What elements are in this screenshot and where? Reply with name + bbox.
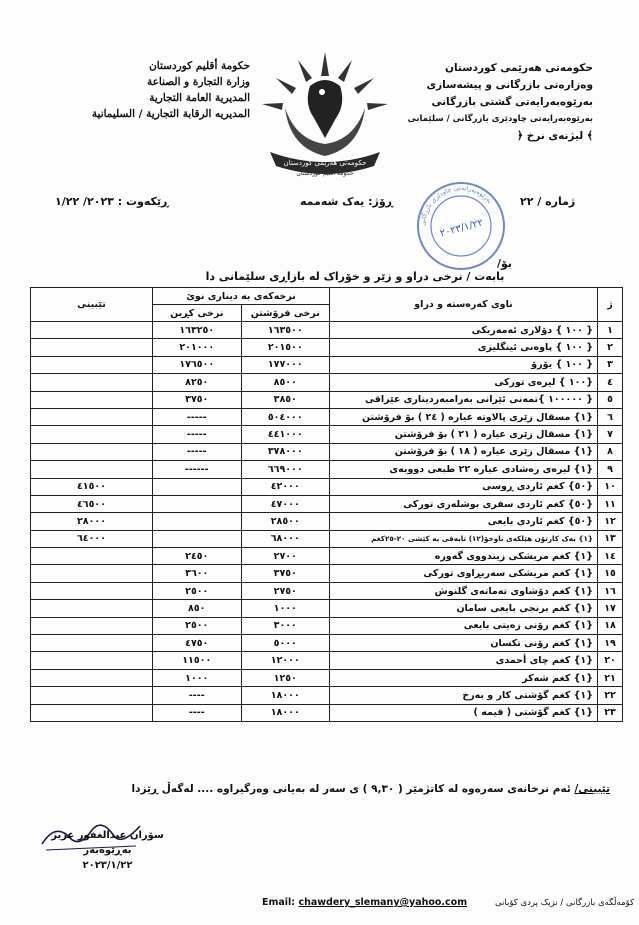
row-sell-price: ٤٧٠٠٠ [241,495,330,512]
row-sell-price: ٤٤١٠٠٠ [241,426,330,443]
row-buy-price [153,530,242,547]
day-value: یەک شەممە [300,195,365,208]
table-row [31,391,623,408]
table-row [31,339,623,356]
row-note: ٢٨٠٠٠ [31,513,153,530]
row-buy-price: ٢٠١٠٠٠ [153,339,242,356]
price-table [30,287,623,722]
row-number: ١٩ [598,635,623,652]
row-note [31,322,153,339]
document-number: ژمارە / ٢٢ [520,195,576,208]
signature-date: ٢٠٢٣/١/٢٢ [82,860,133,871]
row-number: ٢٠ [598,652,623,669]
row-buy-price: ٣٧٥٠ [153,391,242,408]
row-item-name: {١} مسقال زێری عیارە ( ٢١ ) بۆ فرۆشتن [330,426,598,443]
header-kurdish-line3: بەرێوەبەرایەتی گشتی بازرگانی [431,96,593,108]
row-number: ٤ [598,374,623,391]
row-note [31,652,153,669]
table-row [31,704,623,721]
row-sell-price: ٢٧٠٠ [241,548,330,565]
table-row [31,687,623,704]
table-row [31,426,623,443]
row-note: ٦٤٠٠٠ [31,530,153,547]
row-item-name: {١} کغم دۆشاوی تەماتەی گلنوش [330,582,598,599]
header-kurdish-line2: وەزارەتی بازرگانی و پیشەسازی [426,79,593,91]
row-item-name: {١} کغم چای أحمدی [330,652,598,669]
table-row [31,513,623,530]
header-arabic-line3: المديرية العامة التجارية [149,92,250,104]
row-sell-price: ٥٠٠٠ [241,635,330,652]
row-number: ٥ [598,391,623,408]
table-row [31,582,623,599]
row-number: ١٤ [598,548,623,565]
header-sell: نرخی فرۆشتن [241,305,330,322]
date-value: ٢٠٢٣/ ١/٢٢ [55,195,114,208]
table-row [31,617,623,634]
row-sell-price: ١٦٣٥٠٠ [241,322,330,339]
stamp-date: ٢٠٢٣/١/٢٢ [438,217,485,240]
header-kurdish-line1: حکومەتی هەرێمی کوردستان [445,62,593,74]
recipient-label: بۆ/ [497,257,513,270]
row-buy-price: ----- [153,443,242,460]
row-note [31,669,153,686]
table-row [31,565,623,582]
row-buy-price: ----- [153,408,242,425]
row-number: ١٥ [598,565,623,582]
row-number: ٢١ [598,669,623,686]
row-item-name: {١٠٠ } لیرەی تورکی [330,374,598,391]
emblem-caption-top: حکومەتی هەرێمی کوردستان [283,159,367,167]
row-number: ٣ [598,356,623,373]
row-sell-price: ٦٦٩٠٠٠ [241,461,330,478]
row-sell-price: ١٧٧٠٠٠ [241,356,330,373]
row-note [31,461,153,478]
row-number: ١٦ [598,582,623,599]
row-buy-price: ----- [153,426,242,443]
row-number: ٢ [598,339,623,356]
document-date [55,195,169,208]
row-item-name: {١} مسقال زێری پالاوتە عیارە ( ٢٤ ) بۆ فرۆشتن [330,408,598,425]
row-item-name: {١} لیرەی رەشادی عیارە ٢٢ طبعی دووبەی [330,461,598,478]
office-stamp-icon [415,180,507,272]
row-buy-price: ٢٥٠٠ [153,617,242,634]
row-sell-price: ٦٨٠٠٠ [241,530,330,547]
header-name: ناوی کەرەستە و دراو [330,288,598,322]
day-label: ڕۆژ: [368,195,394,208]
table-row [31,530,623,547]
row-note [31,443,153,460]
row-buy-price: ---- [153,704,242,721]
row-buy-price [153,495,242,512]
row-buy-price: ١٦٣٢٥٠ [153,322,242,339]
row-buy-price: ٢٤٥٠ [153,548,242,565]
row-buy-price: ---- [153,687,242,704]
row-number: ٢٣ [598,704,623,721]
row-item-name: {١} کغم گۆشتی ( قیمە ) [330,704,598,721]
row-sell-price: ٢٧٥٠ [241,582,330,599]
row-sell-price: ٣٠٠٠ [241,617,330,634]
row-note [31,408,153,425]
row-item-name: {١} مسقال زێری عیارە ( ١٨ ) بۆ فرۆشتن [330,443,598,460]
row-buy-price: ١٧٦٥٠٠ [153,356,242,373]
row-note: ٤٦٥٠٠ [31,495,153,512]
table-row [31,635,623,652]
row-item-name: {١} کغم شەکر [330,669,598,686]
header-arabic-line1: حکومة أقليم كوردستان [149,60,250,72]
row-note [31,565,153,582]
row-number: ٦ [598,408,623,425]
row-note: ٤١٥٠٠ [31,478,153,495]
row-item-name: { ١٠٠ } یۆرۆ [330,356,598,373]
stamp-ring-text: بەرێوەبەرایەتی چاودێری بازرگانی [418,183,494,227]
row-note [31,635,153,652]
row-buy-price: ٣٦٠٠ [153,565,242,582]
row-number: ١٧ [598,600,623,617]
row-sell-price: ١٨٠٠٠ [241,687,330,704]
table-row [31,461,623,478]
document-day [300,195,393,208]
signature-block [50,828,165,873]
row-buy-price: ٢٥٠٠ [153,582,242,599]
footer-address: کۆمەڵگەی بازرگانی / نزیک پردی کۆبانی [494,898,634,908]
date-label: ڕێکەوت : [117,195,169,208]
row-buy-price: ٤٧٥٠ [153,635,242,652]
footnote-text: ئەم نرخانەی سەرەوە لە کاتژمێر ( ٩,٣٠ ) ی سەر لە بەیانی وەرگیراوە .... لەگەڵ ڕێزدا [131,783,575,795]
header-arabic [50,58,250,122]
header-kurdish-line5: ﴾ لیژنەی نرخ ﴿ [516,130,593,142]
row-sell-price: ٣٧٥٠ [241,565,330,582]
row-sell-price: ١٢٠٠٠ [241,652,330,669]
row-item-name: {١} کغم گۆشتی کار و بەرخ [330,687,598,704]
row-buy-price: ١١٥٠٠ [153,652,242,669]
row-note [31,548,153,565]
row-item-name: {٥٠} کغم ئاردی بایعی [330,513,598,530]
row-number: ١٣ [598,530,623,547]
row-buy-price: ------ [153,461,242,478]
table-row [31,374,623,391]
document-subject: بابەت / نرخی دراو و زێر و خۆراک لە بازاڕی سلێمانی دا [205,270,505,283]
row-item-name: {١} کغم برنجی بایعی سامان [330,600,598,617]
row-note [31,374,153,391]
row-note [31,617,153,634]
row-note [31,687,153,704]
row-item-name: {١} کغم مریشکی زیندووی گەورە [330,548,598,565]
table-row [31,669,623,686]
row-number: ٧ [598,426,623,443]
header-buy: نرخی کڕین [153,305,242,322]
footnote [131,783,610,795]
row-item-name: {١} کغم رۆنی تکسان [330,635,598,652]
table-header-row [31,288,623,305]
table-row [31,356,623,373]
row-item-name: {٥٠} کغم ئاردی ڕوسی [330,478,598,495]
table-row [31,652,623,669]
row-item-name: { ١٠٠ } دۆلاری ئەمەریکی [330,322,598,339]
header-arabic-line4: المديريه الرقابة التجارية / السليمانية [91,108,250,120]
table-row [31,478,623,495]
row-item-name: { ١٠٠ } پاوەنی ئینگلیزی [330,339,598,356]
row-number: ١٢ [598,513,623,530]
row-item-name: {١} یەک کارتۆن هێلکەی ناوخۆ(١٢) تابەقی بە کێشی ٢٠-٢٥کغم [330,530,598,547]
row-buy-price: ٨٢٥٠ [153,374,242,391]
signatory-name: سۆران عبدالغفور عزیز [51,830,164,841]
row-number: ١٨ [598,617,623,634]
header-price-group: نرخەکەی بە دیناری نوێ [153,288,330,305]
row-item-name: { ١٠٠٠٠٠ }تمەنی ئێرانی بەرامبەردیناری عێراقی [330,391,598,408]
table-row [31,443,623,460]
row-buy-price: ٨٥٠ [153,600,242,617]
table-row [31,408,623,425]
row-item-name: {١} کغم رۆنی زەیتی بایعی [330,617,598,634]
row-note [31,704,153,721]
row-sell-price: ١٠٠٠ [241,600,330,617]
row-number: ١ [598,322,623,339]
email-label: Email: [262,897,296,908]
row-buy-price: ١٠٠٠ [153,669,242,686]
row-sell-price: ٣٨٥٠ [241,391,330,408]
row-item-name: {١} کغم مریشکی سەربڕاوی تورکی [330,565,598,582]
row-number: ٨ [598,443,623,460]
row-sell-price: ٣٧٨٠٠٠ [241,443,330,460]
row-buy-price [153,478,242,495]
row-item-name: {٥٠} کغم ئاردی سفری بوشلەری تورکی [330,495,598,512]
row-buy-price [153,513,242,530]
row-sell-price: ٤٢٠٠٠ [241,478,330,495]
row-sell-price: ٨٥٠٠ [241,374,330,391]
header-no: ژ [598,288,623,322]
table-row [31,600,623,617]
row-note [31,582,153,599]
row-note [31,356,153,373]
header-kurdish-line4: بەرێوەبەرایەتی چاودێری بازرگانی / سلێمانی [407,114,593,124]
row-sell-price: ٢٠١٥٠٠ [241,339,330,356]
row-number: ١٠ [598,478,623,495]
table-row [31,548,623,565]
row-note [31,426,153,443]
row-note [31,339,153,356]
header-arabic-line2: وزارة التجارة و الصناعة [147,76,250,88]
header-note: تێبینی [31,288,153,322]
email-link[interactable]: chawdery_slemany@yahoo.com [298,897,468,908]
table-row [31,495,623,512]
row-note [31,600,153,617]
table-row [31,322,623,339]
emblem-caption-bottom: حكومة اقليم كوردستان [296,170,354,177]
row-note [31,391,153,408]
row-sell-price: ٥٠٤٠٠٠ [241,408,330,425]
row-number: ٢٢ [598,687,623,704]
row-sell-price: ١٢٥٠ [241,669,330,686]
kurdistan-emblem-icon [250,48,400,178]
row-number: ١١ [598,495,623,512]
signatory-title: بەڕێوەبەر [83,845,132,856]
row-sell-price: ٢٨٥٠٠ [241,513,330,530]
row-sell-price: ١٨٠٠٠ [241,704,330,721]
row-number: ٩ [598,461,623,478]
footnote-label: تێبینی/ [574,783,610,795]
